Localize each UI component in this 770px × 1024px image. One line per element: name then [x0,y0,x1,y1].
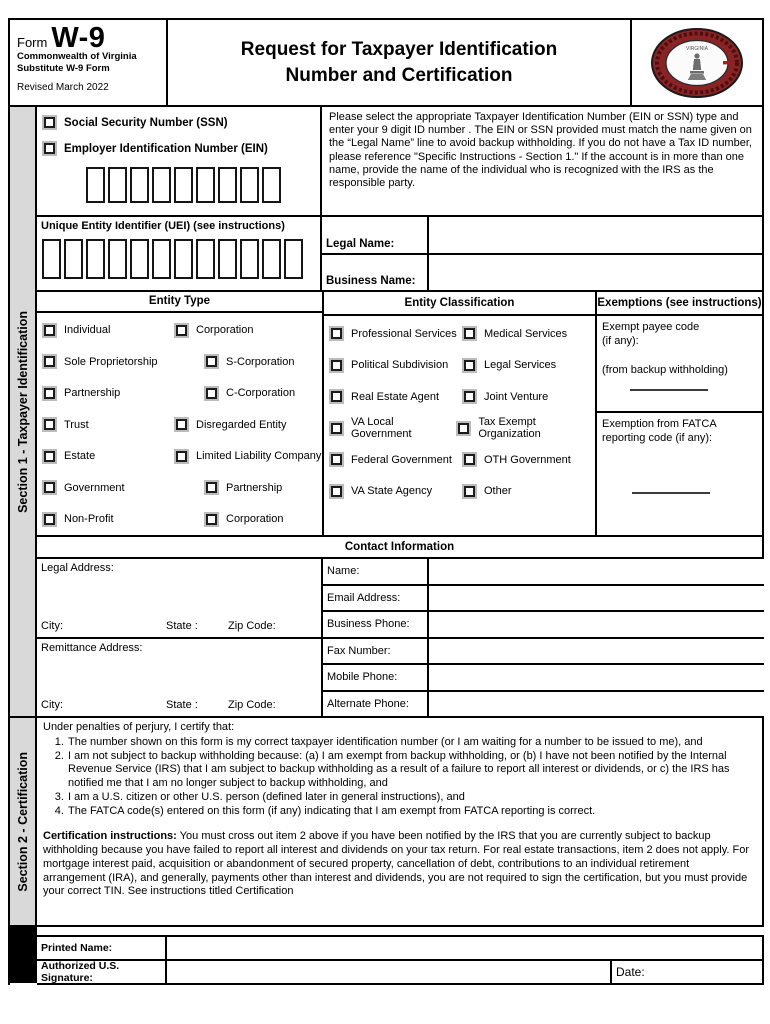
exempt-payee-line2: (if any): [602,335,639,348]
entity-classification-label: Legal Services [484,359,557,372]
entity-type-header: Entity Type [37,292,324,313]
entity-classification-checkbox[interactable] [462,452,477,467]
w9-form [8,18,764,985]
uei-char-box[interactable] [86,239,105,279]
zip-label: Zip Code: [228,620,276,632]
ein-option [42,141,314,156]
contact-name-input[interactable] [429,559,764,586]
entity-type-label: Individual [64,324,111,337]
entity-type-checkbox[interactable] [42,323,57,338]
contact-email-label: Email Address: [323,586,429,613]
fatca-label: Exemption from FATCA reporting code (if any): [602,418,717,445]
uei-char-box[interactable] [284,239,303,279]
certification-item: 3. I am a U.S. citizen or other U.S. person (defined later in general instructions), and [67,791,754,805]
entity-classification-checkbox[interactable] [456,421,471,436]
business-name-label: Business Name: [322,255,429,293]
exempt-payee-line3: (from backup withholding) [602,363,728,376]
entity-classification-checkbox[interactable] [462,484,477,499]
entity-classification-checkbox[interactable] [329,389,344,404]
tin-digit-box[interactable] [174,167,193,203]
tin-digit-boxes[interactable] [86,167,314,203]
fatca-box [597,411,764,537]
org-line1: Commonwealth of Virginia [17,51,137,63]
tin-digit-box[interactable] [240,167,259,203]
entity-classification-checkbox[interactable] [462,389,477,404]
uei-char-box[interactable] [42,239,61,279]
certification-instructions-lead: Certification instructions: [43,830,177,843]
form-title-line2: Number and Certification [285,64,513,86]
entity-classification-checkbox[interactable] [329,326,344,341]
entity-classification-checkbox[interactable] [329,484,344,499]
certification-instructions-body: You must cross out item 2 above if you have been notified by the IRS that you are currently subject to backup withholding because you have failed to report all interest and dividends on your tax return. For real estate transactions, item 2 does not apply. For mortgage interest paid, acquisition or abandonment of secured property, cancellation of debt, contributions to an individual retirement arrangement (IRA), and generally, payments other than interest and dividends, you are not required to sign the certification, but you must provide your correct TIN. See instructions titled Certification [43,830,750,898]
org-line2: Substitute W-9 Form [17,62,110,74]
entity-type-checkbox[interactable] [204,512,219,527]
uei-char-box[interactable] [130,239,149,279]
tin-select-box [37,107,322,217]
entity-type-label: Partnership [64,387,121,400]
entity-type-checkbox[interactable] [42,386,57,401]
certification-item: 2. I am not subject to backup withholding because: (a) I am exempt from backup withholding, or (b) I have not been notified by the Internal Revenue Service (IRS) that I am subject to backup withholding as a result of a failure to report all interest or dividends, or c) the IRS has notified me that I am no longer subject to backup withholding, and [67,750,754,791]
sidebar-black-block [10,927,37,983]
signature-table [37,935,764,985]
contact-email-input[interactable] [429,586,764,613]
exemptions-header: Exemptions (see instructions) [597,292,764,316]
fatca-code-input[interactable] [632,492,710,494]
entity-classification-label: OTH Government [484,453,571,466]
entity-classification-grid [324,316,597,537]
printed-name-label: Printed Name: [37,937,167,961]
uei-char-box[interactable] [240,239,259,279]
section1-sidebar-label: Section 1 - Taxpayer Identification [15,310,30,513]
entity-type-grid [37,313,324,538]
entity-classification-checkbox[interactable] [329,358,344,373]
section-gap [37,927,764,935]
certification-list [43,736,754,819]
uei-label: Unique Entity Identifier (UEI) (see instructions) [41,220,285,232]
contact-mobile-label: Mobile Phone: [323,665,429,692]
uei-char-box[interactable] [262,239,281,279]
entity-type-checkbox[interactable] [204,480,219,495]
entity-type-checkbox[interactable] [204,354,219,369]
date-label: Date: [616,965,645,979]
ssn-checkbox[interactable] [42,115,57,130]
entity-type-label: Corporation [226,513,284,526]
entity-type-checkbox[interactable] [42,417,57,432]
zip-label: Zip Code: [228,699,276,711]
entity-type-label: S-Corporation [226,355,295,368]
uei-box [37,217,322,292]
entity-classification-label: VA Local Government [351,416,412,441]
entity-type-label: Government [64,481,125,494]
form-number: W-9 [51,22,106,54]
entity-classification-header: Entity Classification [324,292,597,316]
entity-type-label: Partnership [226,481,283,494]
entity-classification-label: Other [484,485,512,498]
contact-business-phone-input[interactable] [429,612,764,639]
contact-alternate-label: Alternate Phone: [323,692,429,719]
entity-classification-checkbox[interactable] [462,326,477,341]
uei-char-box[interactable] [218,239,237,279]
entity-classification-label: Professional Services [351,327,457,340]
entity-type-label: Non-Profit [64,513,114,526]
certification-intro: Under penalties of perjury, I certify that: [43,721,235,733]
ssn-label: Social Security Number (SSN) [64,116,228,129]
tin-digit-box[interactable] [262,167,281,203]
entity-type-checkbox[interactable] [42,354,57,369]
section2-sidebar [10,718,37,927]
revision-date: Revised March 2022 [17,81,109,93]
section1-sidebar [10,107,37,718]
tin-instructions: Please select the appropriate Taxpayer Identification Number (EIN or SSN) type and enter your 9 digit ID number . The EIN or SSN provided must match the name given on the “Legal Name” line to avoid backup withholding. If you do not have a Tax ID number, please reference "Specific Instructions - Section 1." If the account is in more than one name, provide the name of the individual who is recognized with the IRS as the responsible party. [322,107,764,217]
form-label: Form [17,35,48,50]
printed-name-input[interactable] [167,937,764,961]
contact-name-label: Name: [323,559,429,586]
date-input[interactable] [612,961,764,985]
contact-header: Contact Information [37,537,764,559]
seal-text: VIRGINIA [686,45,708,52]
tin-digit-box[interactable] [196,167,215,203]
entity-classification-label: Real Estate Agent [351,390,440,403]
business-name-input[interactable] [429,255,764,293]
entity-type-label: Trust [64,418,89,431]
entity-classification-checkbox[interactable] [329,421,344,436]
entity-type-checkbox[interactable] [174,417,189,432]
certification-item: 1. The number shown on this form is my correct taxpayer identification number (or I am waiting for a number to be issued to me), and [67,736,754,750]
ein-checkbox[interactable] [42,141,57,156]
form-title-line1: Request for Taxpayer Identification [240,38,558,60]
virginia-seal-icon [645,25,749,101]
certification-box [37,718,764,927]
contact-mobile-input[interactable] [429,665,764,692]
form-title [168,20,632,107]
entity-type-label: Corporation [196,324,254,337]
entity-classification-checkbox[interactable] [329,452,344,467]
entity-type-checkbox[interactable] [204,386,219,401]
entity-type-label: Estate [64,450,96,463]
exempt-payee-box [597,316,764,411]
form-header [10,20,764,107]
exempt-payee-code-input[interactable] [630,389,708,391]
signature-input[interactable] [167,961,612,985]
state-label: State : [166,620,198,632]
contact-fax-label: Fax Number: [323,639,429,666]
legal-address-box[interactable] [37,559,321,639]
uei-char-box[interactable] [64,239,83,279]
entity-classification-label: Joint Venture [484,390,549,403]
legal-address-label: Legal Address: [41,562,114,574]
uei-char-box[interactable] [196,239,215,279]
entity-type-checkbox[interactable] [174,449,189,464]
remittance-address-box[interactable] [37,639,321,718]
seal-box [632,20,764,107]
tin-digit-box[interactable] [152,167,171,203]
ssn-option [42,115,314,130]
entity-classification-label: Political Subdivision [351,359,449,372]
city-label: City: [41,699,63,711]
exempt-payee-line1: Exempt payee code [602,321,700,333]
entity-classification-label: VA State Agency [351,485,433,498]
city-label: City: [41,620,63,632]
entity-type-checkbox[interactable] [42,480,57,495]
tin-digit-box[interactable] [130,167,149,203]
entity-classification-label: Tax Exempt Organization [478,416,541,441]
left-sidebar [10,107,37,985]
certification-item: 4. The FATCA code(s) entered on this form (if any) indicating that I am exempt from FATCA reporting is correct. [67,805,754,819]
address-column [37,559,323,718]
uei-boxes[interactable] [42,239,316,279]
contact-fax-input[interactable] [429,639,764,666]
legal-name-input[interactable] [429,217,764,255]
entity-type-checkbox[interactable] [42,449,57,464]
form-brand-block [10,20,168,107]
entity-type-checkbox[interactable] [174,323,189,338]
tin-digit-box[interactable] [108,167,127,203]
tin-digit-box[interactable] [86,167,105,203]
entity-type-checkbox[interactable] [42,512,57,527]
legal-name-label: Legal Name: [322,217,429,255]
contact-fields [323,559,764,718]
contact-alternate-input[interactable] [429,692,764,719]
uei-char-box[interactable] [152,239,171,279]
section2-sidebar-label: Section 2 - Certification [15,751,30,892]
contact-business-phone-label: Business Phone: [323,612,429,639]
entity-type-label: C-Corporation [226,387,296,400]
remittance-address-label: Remittance Address: [41,642,143,654]
signature-label: Authorized U.S. Signature: [37,961,167,985]
tin-digit-box[interactable] [218,167,237,203]
entity-type-label: Limited Liability Company [196,450,322,463]
state-label: State : [166,699,198,711]
certification-instructions [43,830,754,899]
ein-label: Employer Identification Number (EIN) [64,142,268,155]
entity-classification-checkbox[interactable] [462,358,477,373]
uei-char-box[interactable] [108,239,127,279]
entity-type-label: Sole Proprietorship [64,355,158,368]
uei-char-box[interactable] [174,239,193,279]
entity-classification-label: Federal Government [351,453,452,466]
entity-classification-label: Medical Services [484,327,568,340]
entity-type-label: Disregarded Entity [196,418,287,431]
